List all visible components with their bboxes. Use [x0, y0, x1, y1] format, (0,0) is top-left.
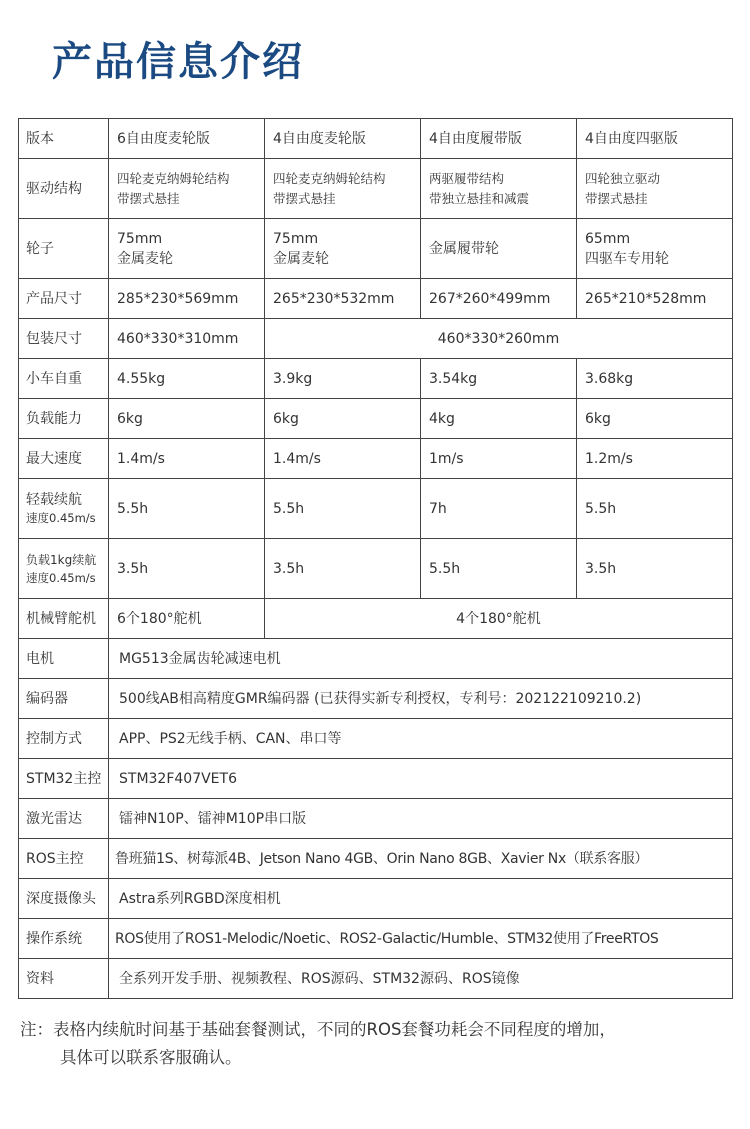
table-cell: 460*330*310mm	[109, 319, 265, 359]
table-cell-merged: Astra系列RGBD深度相机	[109, 879, 733, 919]
cell-line: 金属麦轮	[117, 250, 173, 267]
table-cell	[421, 159, 577, 219]
table-row-endurance-light	[19, 479, 733, 539]
header-cell-4dof-4wd: 4自由度四驱版	[577, 119, 733, 159]
footnote-line-1: 注：表格内续航时间基于基础套餐测试，不同的ROS套餐功耗会不同程度的增加，	[20, 1020, 616, 1039]
table-cell	[577, 219, 733, 279]
table-row-size	[19, 279, 733, 319]
cell-line: 65mm	[585, 230, 631, 247]
table-cell-merged: 全系列开发手册、视频教程、ROS源码、STM32源码、ROS镜像	[109, 959, 733, 999]
table-cell: 3.68kg	[577, 359, 733, 399]
row-label-drive: 驱动结构	[19, 159, 109, 219]
table-cell	[577, 159, 733, 219]
table-cell: 267*260*499mm	[421, 279, 577, 319]
table-cell-merged: MG513金属齿轮减速电机	[109, 639, 733, 679]
table-cell-merged: 500线AB相高精度GMR编码器 (已获得实新专利授权，专利号：202122109210.2)	[109, 679, 733, 719]
table-cell: 265*230*532mm	[265, 279, 421, 319]
table-cell: 6kg	[109, 399, 265, 439]
row-label-camera: 深度摄像头	[19, 879, 109, 919]
table-row-os	[19, 919, 733, 959]
header-cell-4dof-mecanum: 4自由度麦轮版	[265, 119, 421, 159]
table-cell: 5.5h	[109, 479, 265, 539]
table-row-version	[19, 119, 733, 159]
row-label-wheel: 轮子	[19, 219, 109, 279]
table-cell: 3.9kg	[265, 359, 421, 399]
table-cell: 265*210*528mm	[577, 279, 733, 319]
table-row-ros	[19, 839, 733, 879]
row-label-encoder: 编码器	[19, 679, 109, 719]
table-row-servo	[19, 599, 733, 639]
table-cell	[109, 219, 265, 279]
table-row-lidar	[19, 799, 733, 839]
cell-line: 带摆式悬挂	[117, 190, 180, 206]
cell-line: 75mm	[117, 230, 163, 247]
table-cell: 1.4m/s	[265, 439, 421, 479]
header-cell-4dof-track: 4自由度履带版	[421, 119, 577, 159]
table-cell: 4kg	[421, 399, 577, 439]
footnote-line-2: 具体可以联系客服确认。	[60, 1048, 242, 1067]
table-cell	[265, 159, 421, 219]
table-cell	[265, 219, 421, 279]
row-label-endurance-light	[19, 479, 109, 539]
row-label-docs: 资料	[19, 959, 109, 999]
table-cell: 6kg	[265, 399, 421, 439]
table-cell: 4.55kg	[109, 359, 265, 399]
table-cell-merged: STM32F407VET6	[109, 759, 733, 799]
row-label-control: 控制方式	[19, 719, 109, 759]
row-label-servo: 机械臂舵机	[19, 599, 109, 639]
table-cell-merged: APP、PS2无线手柄、CAN、串口等	[109, 719, 733, 759]
table-row-docs	[19, 959, 733, 999]
header-cell-6dof-mecanum: 6自由度麦轮版	[109, 119, 265, 159]
table-row-motor	[19, 639, 733, 679]
table-row-endurance-load	[19, 539, 733, 599]
table-row-speed	[19, 439, 733, 479]
table-cell-merged: 镭神N10P、镭神M10P串口版	[109, 799, 733, 839]
table-cell: 7h	[421, 479, 577, 539]
label-main: 负载1kg续航	[26, 553, 97, 567]
row-label-version: 版本	[19, 119, 109, 159]
table-row-package	[19, 319, 733, 359]
table-cell: 5.5h	[577, 479, 733, 539]
cell-line: 75mm	[273, 230, 319, 247]
cell-line: 四轮麦克纳姆轮结构	[273, 170, 386, 186]
cell-line: 四轮独立驱动	[585, 170, 661, 186]
row-label-stm32: STM32主控	[19, 759, 109, 799]
footnote	[20, 1016, 735, 1072]
page-title: 产品信息介绍	[52, 39, 304, 85]
table-cell: 5.5h	[421, 539, 577, 599]
row-label-os: 操作系统	[19, 919, 109, 959]
table-cell: 1.2m/s	[577, 439, 733, 479]
table-cell-merged: 4个180°舵机	[265, 599, 733, 639]
row-label-ros: ROS主控	[19, 839, 109, 879]
table-row-drive	[19, 159, 733, 219]
table-row-wheel	[19, 219, 733, 279]
row-label-package: 包装尺寸	[19, 319, 109, 359]
table-cell: 3.5h	[577, 539, 733, 599]
table-cell-merged: ROS使用了ROS1-Melodic/Noetic、ROS2-Galactic/Humble、STM32使用了FreeRTOS	[109, 919, 733, 959]
table-row-camera	[19, 879, 733, 919]
row-label-lidar: 激光雷达	[19, 799, 109, 839]
table-cell: 285*230*569mm	[109, 279, 265, 319]
row-label-motor: 电机	[19, 639, 109, 679]
row-label-speed: 最大速度	[19, 439, 109, 479]
row-label-size: 产品尺寸	[19, 279, 109, 319]
label-main: 轻载续航	[26, 492, 82, 508]
row-label-load: 负载能力	[19, 399, 109, 439]
table-row-encoder	[19, 679, 733, 719]
cell-line: 金属麦轮	[273, 250, 329, 267]
table-row-load	[19, 399, 733, 439]
table-cell: 3.54kg	[421, 359, 577, 399]
table-cell: 5.5h	[265, 479, 421, 539]
table-cell: 6个180°舵机	[109, 599, 265, 639]
table-cell-merged: 460*330*260mm	[265, 319, 733, 359]
table-cell-merged: 鲁班猫1S、树莓派4B、Jetson Nano 4GB、Orin Nano 8GB、Xavier Nx（联系客服）	[109, 839, 733, 879]
table-cell: 3.5h	[109, 539, 265, 599]
cell-line: 带摆式悬挂	[585, 190, 648, 206]
cell-line: 带摆式悬挂	[273, 190, 336, 206]
table-cell: 金属履带轮	[421, 219, 577, 279]
cell-line: 四轮麦克纳姆轮结构	[117, 170, 230, 186]
spec-table	[18, 118, 733, 999]
row-label-weight: 小车自重	[19, 359, 109, 399]
table-row-stm32	[19, 759, 733, 799]
table-cell: 6kg	[577, 399, 733, 439]
table-cell: 1.4m/s	[109, 439, 265, 479]
table-row-weight	[19, 359, 733, 399]
cell-line: 两驱履带结构	[429, 170, 505, 186]
label-sub: 速度0.45m/s	[26, 571, 96, 585]
row-label-endurance-load	[19, 539, 109, 599]
cell-line: 带独立悬挂和减震	[429, 190, 530, 206]
table-cell: 1m/s	[421, 439, 577, 479]
table-row-control	[19, 719, 733, 759]
cell-line: 四驱车专用轮	[585, 250, 669, 267]
table-cell: 3.5h	[265, 539, 421, 599]
label-sub: 速度0.45m/s	[26, 511, 96, 525]
table-cell	[109, 159, 265, 219]
